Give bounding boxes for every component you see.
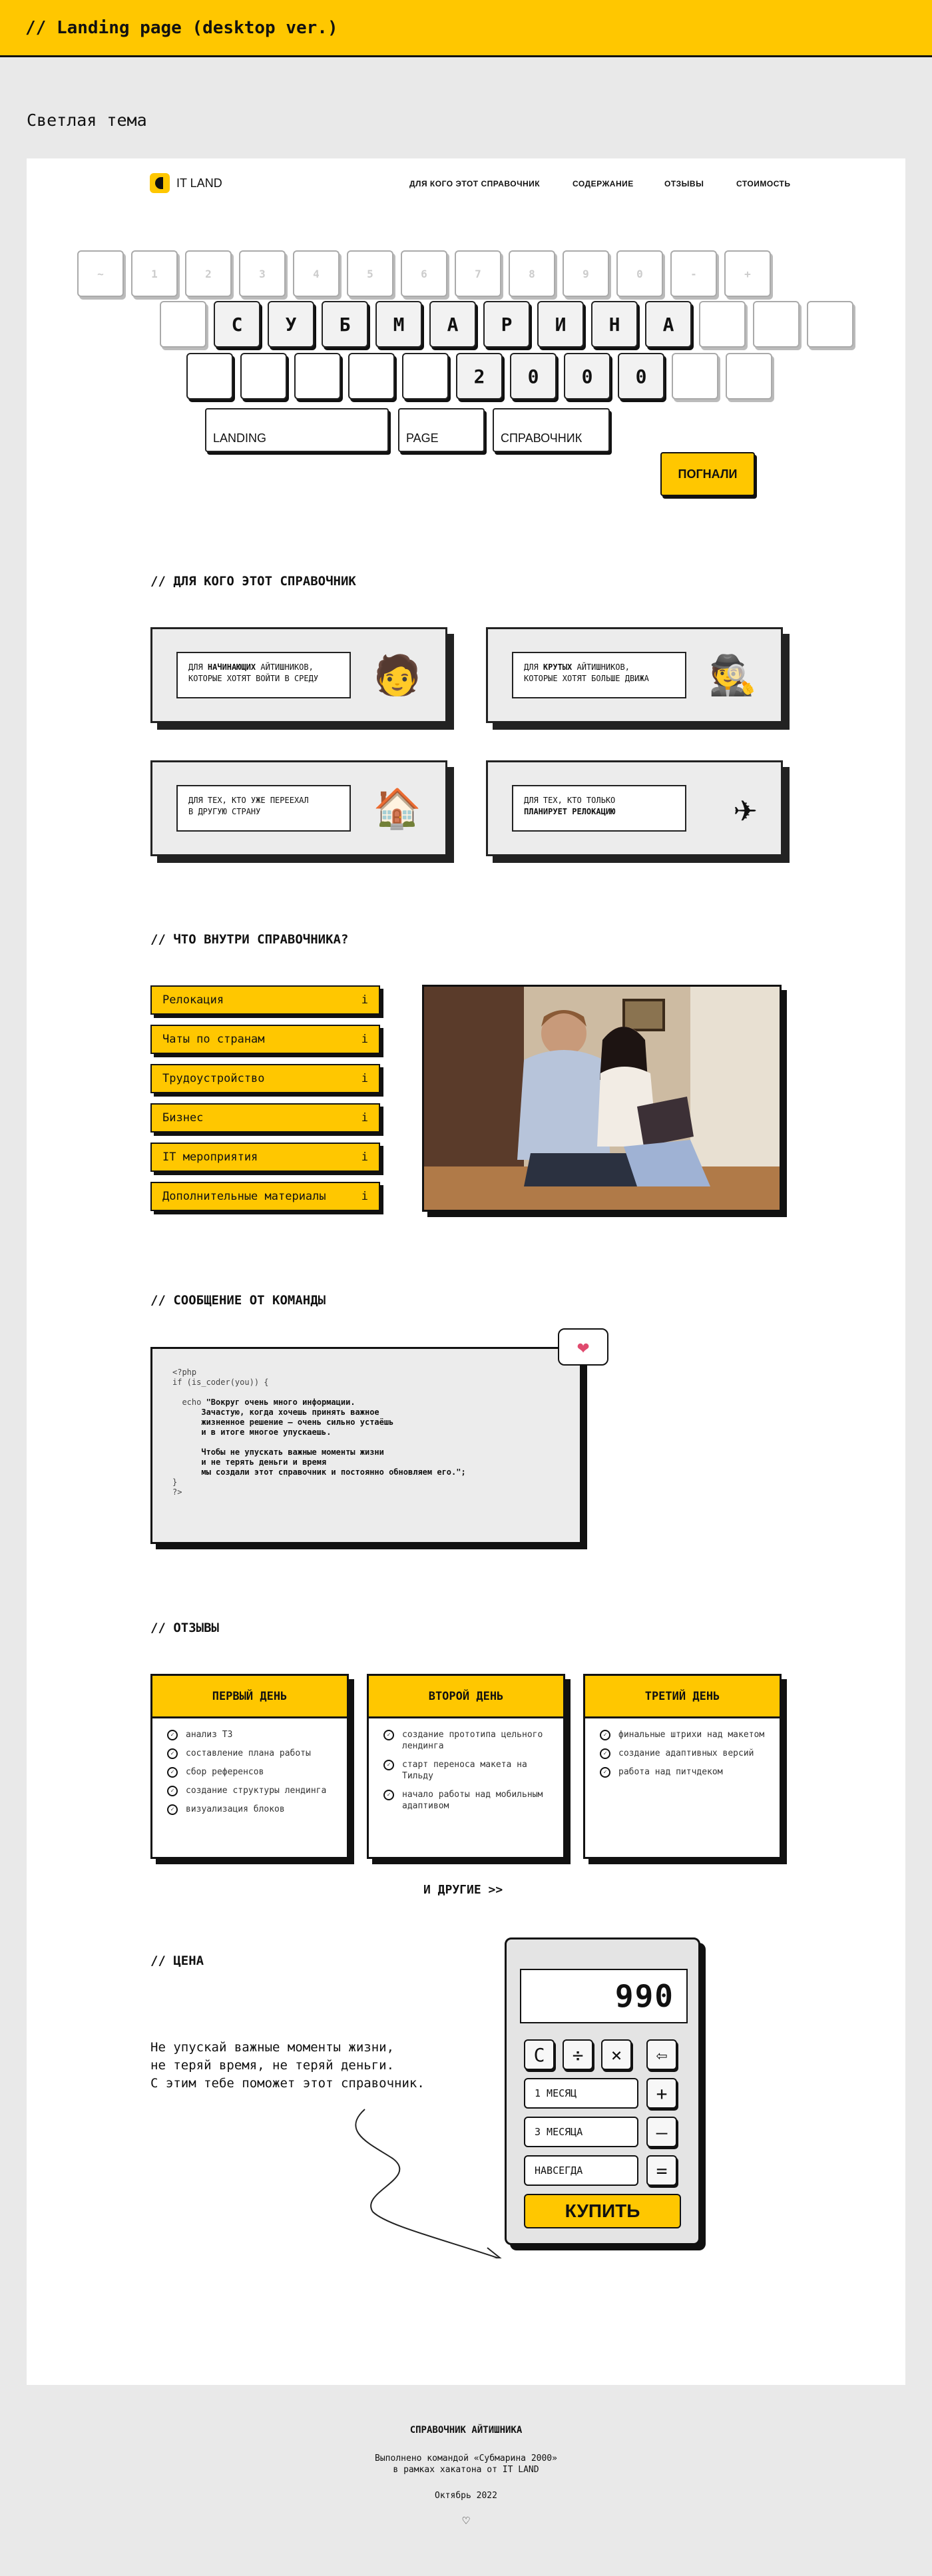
buy-button[interactable]: КУПИТЬ bbox=[524, 2194, 681, 2228]
audience-card bbox=[150, 627, 447, 723]
year-key: 2 bbox=[456, 353, 503, 399]
page-header-title: // Landing page (desktop ver.) bbox=[25, 17, 338, 38]
logo-icon bbox=[150, 173, 170, 193]
title-key: Р bbox=[483, 301, 530, 348]
info-icon: i bbox=[361, 1111, 368, 1125]
divide-button[interactable]: ÷ bbox=[563, 2039, 593, 2070]
list-item: ✓ сбор референсов bbox=[167, 1766, 336, 1778]
check-icon: ✓ bbox=[383, 1760, 394, 1770]
logo-text: IT LAND bbox=[176, 176, 222, 190]
option-1-month[interactable]: 1 МЕСЯЦ bbox=[524, 2078, 638, 2109]
hacker-icon: 🕵 bbox=[708, 652, 757, 698]
plus-button[interactable]: + bbox=[646, 2078, 677, 2109]
clear-button[interactable]: C bbox=[524, 2039, 555, 2070]
keyboard-key-blank: 4 bbox=[293, 250, 340, 297]
keyboard-key-blank: - bbox=[670, 250, 717, 297]
review-card bbox=[367, 1674, 565, 1859]
audience-card bbox=[486, 760, 783, 856]
audience-card-text: ДЛЯ КРУТЫХ АЙТИШНИКОВ, КОТОРЫЕ ХОТЯТ БОЛЬШЕ ДВИЖА bbox=[512, 652, 686, 698]
backspace-button[interactable]: ⇦ bbox=[646, 2039, 677, 2070]
equals-button[interactable]: = bbox=[646, 2155, 677, 2186]
audience-card bbox=[150, 760, 447, 856]
list-item: ✓ работа над питчдеком bbox=[600, 1766, 769, 1778]
keyboard-key-blank bbox=[294, 353, 341, 399]
title-key: У bbox=[268, 301, 314, 348]
info-icon: i bbox=[361, 1033, 368, 1046]
keyboard-key-blank bbox=[186, 353, 233, 399]
check-icon: ✓ bbox=[167, 1730, 178, 1740]
keyboard-key-blank bbox=[402, 353, 449, 399]
title-key: А bbox=[645, 301, 692, 348]
price-calculator bbox=[505, 1937, 700, 2245]
contents-item-label: Чаты по странам bbox=[162, 1033, 265, 1046]
contents-item-label: Бизнес bbox=[162, 1111, 204, 1125]
heart-icon: ♡ bbox=[462, 2514, 470, 2528]
keyboard-key-blank bbox=[807, 301, 853, 348]
keyboard-key-blank: 6 bbox=[401, 250, 447, 297]
audience-section-title: // ДЛЯ КОГО ЭТОТ СПРАВОЧНИК bbox=[150, 574, 356, 589]
message-section-title: // СООБЩЕНИЕ ОТ КОМАНДЫ bbox=[150, 1293, 326, 1308]
list-item: ✓ начало работы над мобильным адаптивом bbox=[383, 1789, 553, 1812]
contents-item-employment[interactable] bbox=[150, 1064, 380, 1093]
title-key: С bbox=[214, 301, 260, 348]
option-forever[interactable]: НАВСЕГДА bbox=[524, 2155, 638, 2186]
title-key: И bbox=[537, 301, 584, 348]
keyboard-key-blank bbox=[753, 301, 800, 348]
keyboard-key-blank bbox=[672, 353, 718, 399]
check-icon: ✓ bbox=[167, 1804, 178, 1815]
keyboard-key-blank: 8 bbox=[509, 250, 555, 297]
keyboard-key-blank: 2 bbox=[185, 250, 232, 297]
check-icon: ✓ bbox=[600, 1748, 610, 1759]
code-message: <?php if (is_coder(you)) { echo "Вокруг очень много информации. Зачастую, когда хочешь принять важное жизненное решение — очень сильно устаёшь и в итоге многое упускаешь. Чтобы не упускать важные моменты жизни и не терять деньги и время мы создали этот справочник и постоянно обновляем его."; } ?> bbox=[150, 1347, 582, 1544]
audience-card-text: ДЛЯ НАЧИНАЮЩИХ АЙТИШНИКОВ, КОТОРЫЕ ХОТЯТ ВОЙТИ В СРЕДУ bbox=[176, 652, 351, 698]
house-icon: 🏠 bbox=[373, 786, 421, 831]
year-key: 0 bbox=[510, 353, 557, 399]
keyboard-key-blank bbox=[240, 353, 287, 399]
price-text: Не упускай важные моменты жизни, не теряй время, не теряй деньги. С этим тебе поможет этот справочник. bbox=[150, 2040, 425, 2091]
heart-icon: ❤ bbox=[558, 1328, 608, 1366]
review-head: ПЕРВЫЙ ДЕНЬ bbox=[152, 1676, 347, 1718]
footer-title: СПРАВОЧНИК АЙТИШНИКА bbox=[409, 2425, 523, 2436]
check-icon: ✓ bbox=[600, 1767, 610, 1778]
list-item: ✓ визуализация блоков bbox=[167, 1804, 336, 1815]
contents-item-label: Трудоустройство bbox=[162, 1072, 265, 1085]
contents-section-title: // ЧТО ВНУТРИ СПРАВОЧНИКА? bbox=[150, 932, 349, 947]
keyboard-key-blank bbox=[726, 353, 772, 399]
keyboard-field-landing: LANDING bbox=[205, 408, 389, 452]
contents-item-relocation[interactable] bbox=[150, 985, 380, 1015]
keyboard-field-handbook: СПРАВОЧНИК bbox=[493, 408, 610, 452]
arrow-icon bbox=[333, 2105, 513, 2258]
info-icon: i bbox=[361, 993, 368, 1007]
plane-icon: ✈ bbox=[734, 786, 757, 831]
contents-item-label: Дополнительные материалы bbox=[162, 1190, 326, 1203]
check-icon: ✓ bbox=[600, 1730, 610, 1740]
list-item: ✓ анализ ТЗ bbox=[167, 1729, 336, 1740]
option-3-months[interactable]: 3 МЕСЯЦА bbox=[524, 2117, 638, 2147]
multiply-button[interactable]: × bbox=[601, 2039, 632, 2070]
list-item: ✓ создание структуры лендинга bbox=[167, 1785, 336, 1796]
review-card bbox=[583, 1674, 782, 1859]
go-button[interactable]: ПОГНАЛИ bbox=[660, 452, 755, 496]
keyboard-key-blank: + bbox=[724, 250, 771, 297]
couple-photo bbox=[422, 985, 782, 1212]
reviews-section-title: // ОТЗЫВЫ bbox=[150, 1621, 219, 1635]
keyboard-key-blank bbox=[160, 301, 206, 348]
year-key: 0 bbox=[564, 353, 610, 399]
nav-link-audience[interactable]: ДЛЯ КОГО ЭТОТ СПРАВОЧНИК bbox=[409, 179, 541, 188]
check-icon: ✓ bbox=[383, 1730, 394, 1740]
info-icon: i bbox=[361, 1190, 368, 1203]
keyboard-key-blank: 5 bbox=[347, 250, 393, 297]
check-icon: ✓ bbox=[383, 1790, 394, 1800]
contents-item-events[interactable] bbox=[150, 1143, 380, 1172]
landing-panel bbox=[27, 158, 905, 2385]
review-head: ТРЕТИЙ ДЕНЬ bbox=[585, 1676, 780, 1718]
contents-item-chats[interactable] bbox=[150, 1025, 380, 1054]
nav-link-reviews[interactable]: ОТЗЫВЫ bbox=[664, 179, 704, 188]
year-key: 0 bbox=[618, 353, 664, 399]
keyboard-key-blank bbox=[699, 301, 746, 348]
review-head: ВТОРОЙ ДЕНЬ bbox=[369, 1676, 563, 1718]
nav-logo[interactable] bbox=[150, 173, 222, 193]
title-key: А bbox=[429, 301, 476, 348]
footer-date: Октябрь 2022 bbox=[435, 2491, 497, 2501]
list-item: ✓ финальные штрихи над макетом bbox=[600, 1729, 769, 1740]
minus-button[interactable]: — bbox=[646, 2117, 677, 2147]
keyboard-key-blank: 1 bbox=[131, 250, 178, 297]
list-item: ✓ составление плана работы bbox=[167, 1748, 336, 1759]
info-icon: i bbox=[361, 1072, 368, 1085]
keyboard-key-blank: 9 bbox=[563, 250, 609, 297]
info-icon: i bbox=[361, 1151, 368, 1164]
check-icon: ✓ bbox=[167, 1748, 178, 1759]
keyboard-key-blank bbox=[348, 353, 395, 399]
nav-link-price[interactable]: СТОИМОСТЬ bbox=[736, 179, 791, 188]
price-section-title: // ЦЕНА bbox=[150, 1953, 204, 1968]
contents-item-label: IT мероприятия bbox=[162, 1151, 258, 1164]
check-icon: ✓ bbox=[167, 1767, 178, 1778]
nav-link-contents[interactable]: СОДЕРЖАНИЕ bbox=[573, 179, 634, 188]
review-card bbox=[150, 1674, 349, 1859]
audience-card bbox=[486, 627, 783, 723]
title-key: Н bbox=[591, 301, 638, 348]
list-item: ✓ создание адаптивных версий bbox=[600, 1748, 769, 1759]
audience-card-text: ДЛЯ ТЕХ, КТО УЖЕ ПЕРЕЕХАЛ В ДРУГУЮ СТРАНУ bbox=[176, 785, 351, 832]
theme-label: Светлая тема bbox=[27, 111, 147, 130]
more-reviews-link[interactable]: И ДРУГИЕ >> bbox=[423, 1883, 503, 1897]
title-key: М bbox=[375, 301, 422, 348]
keyboard-field-page: PAGE bbox=[398, 408, 485, 452]
price-display: 990 bbox=[520, 1969, 688, 2023]
keyboard-key-blank: 3 bbox=[239, 250, 286, 297]
footer-credit: Выполнено командой «Субмарина 2000» в рамках хакатона от IT LAND bbox=[375, 2453, 557, 2475]
person-icon: 🧑 bbox=[373, 652, 421, 698]
check-icon: ✓ bbox=[167, 1786, 178, 1796]
page-header-bar bbox=[0, 0, 932, 57]
title-key: Б bbox=[322, 301, 368, 348]
keyboard-key-blank: 0 bbox=[616, 250, 663, 297]
keyboard-key-blank: 7 bbox=[455, 250, 501, 297]
keyboard-key-blank: ~ bbox=[77, 250, 124, 297]
list-item: ✓ создание прототипа цельного лендинга bbox=[383, 1729, 553, 1752]
contents-item-label: Релокация bbox=[162, 993, 224, 1007]
list-item: ✓ старт переноса макета на Тильду bbox=[383, 1759, 553, 1782]
contents-item-business[interactable] bbox=[150, 1103, 380, 1133]
audience-card-text: ДЛЯ ТЕХ, КТО ТОЛЬКО ПЛАНИРУЕТ РЕЛОКАЦИЮ bbox=[512, 785, 686, 832]
contents-item-extra[interactable] bbox=[150, 1182, 380, 1211]
